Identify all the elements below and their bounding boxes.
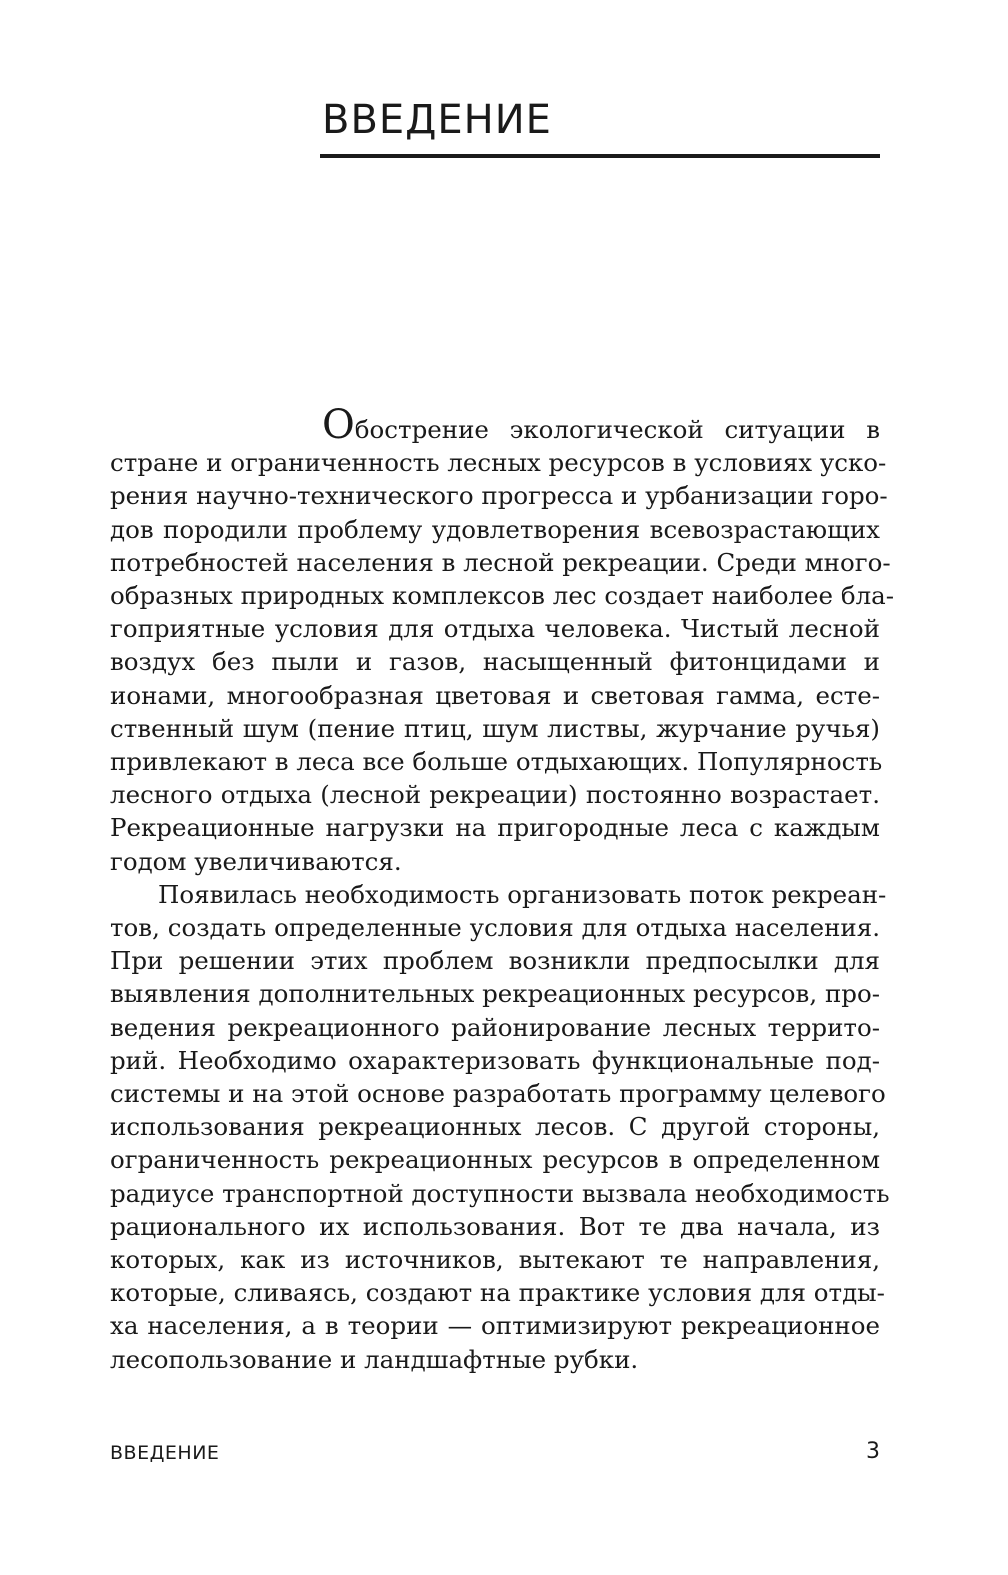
text-line: рий. Необходимо охарактеризовать функциональные под- [110,1045,880,1075]
chapter-title: ВВЕДЕНИЕ [322,97,552,143]
page-number: 3 [866,1439,880,1464]
text-line: годом увеличиваются. [110,846,402,876]
text-line: При решении этих проблем возникли предпосылки для [110,946,880,976]
text-line: ственный шум (пение птиц, шум листвы, журчание ручья) [110,713,880,743]
text-line: рационального их использования. Вот те два начала, из [110,1211,880,1241]
text-line: гоприятные условия для отдыха человека. Чистый лесной [110,614,880,644]
text-line: Появилась необходимость организовать поток рекреан- [158,879,887,909]
text-line: стране и ограниченность лесных ресурсов в условиях уско- [110,448,887,478]
text-line: Рекреационные нагрузки на пригородные леса с каждым [110,813,880,843]
body-text [110,402,895,1376]
text-line: ведения рекреационного районирование лесных террито- [110,1012,880,1042]
text-line: лесного отдыха (лесной рекреации) постоянно возрастает. [110,780,880,810]
text-line: радиусе транспортной доступности вызвала необходимость [110,1178,890,1208]
paragraph-1-first-line [110,402,880,448]
drop-cap: О [322,402,355,448]
text-line: воздух без пыли и газов, насыщенный фитонцидами и [110,647,880,677]
text-line: которые, сливаясь, создают на практике условия для отды- [110,1278,885,1308]
text-line: ограниченность рекреационных ресурсов в определенном [110,1145,880,1175]
text-line: образных природных комплексов лес создает наиболее бла- [110,581,895,611]
text-line: потребностей населения в лесной рекреации. Среди много- [110,547,891,577]
title-rule [320,154,880,158]
text-line: которых, как из источников, вытекают те направления, [110,1245,880,1275]
text-line: системы и на этой основе разработать программу целевого [110,1079,886,1109]
text-line: выявления дополнительных рекреационных ресурсов, про- [110,979,880,1009]
text-line: дов породили проблему удовлетворения всевозрастающих [110,514,880,544]
running-head: ВВЕДЕНИЕ [110,1442,220,1464]
text-line: ионами, многообразная цветовая и световая гамма, есте- [110,680,880,710]
text-line: использования рекреационных лесов. С другой стороны, [110,1112,880,1142]
text-line: тов, создать определенные условия для отдыха населения. [110,913,880,943]
text-line: лесопользование и ландшафтные рубки. [110,1344,639,1374]
text-line: ха населения, а в теории — оптимизируют рекреационное [110,1311,880,1341]
first-line-rest: бострение экологической ситуации в [354,415,880,444]
text-line: рения научно-технического прогресса и урбанизации горо- [110,481,888,511]
text-line: привлекают в леса все больше отдыхающих. Популярность [110,747,883,777]
